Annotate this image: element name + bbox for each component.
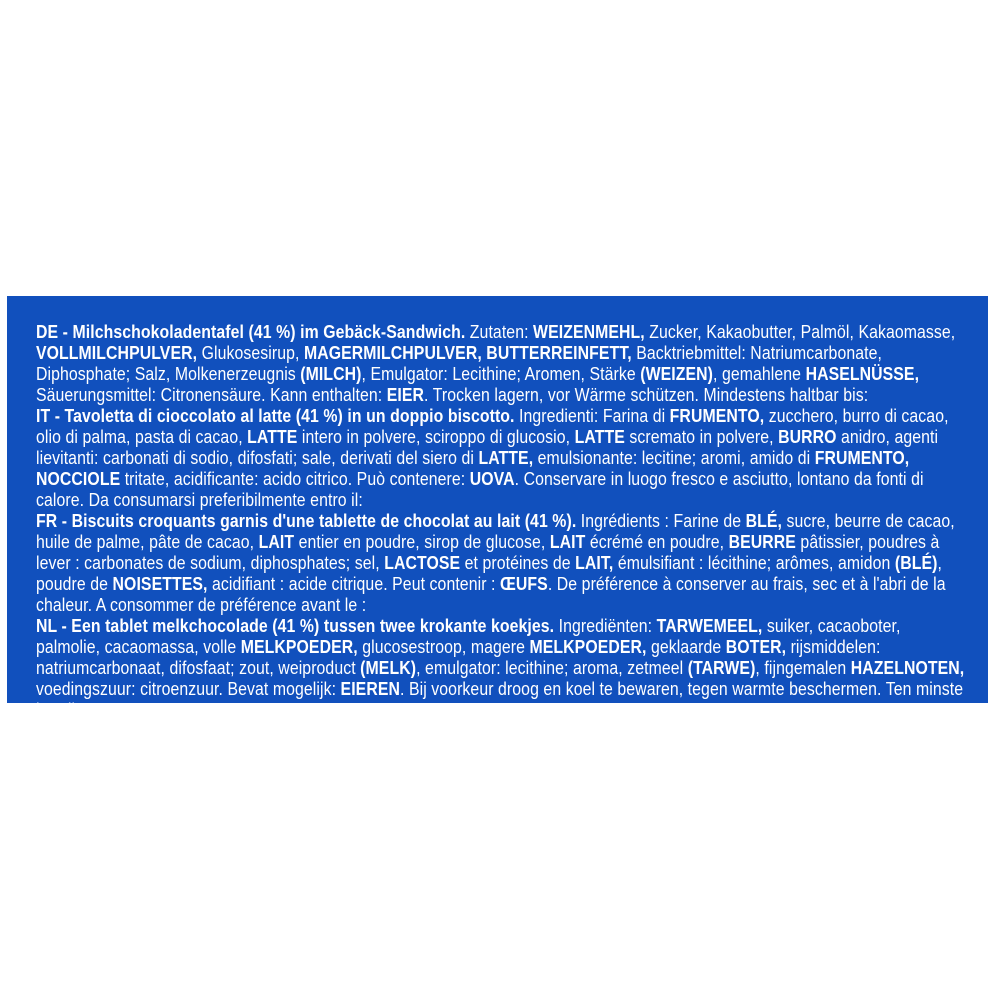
text-run: Ingredienti: Farina di xyxy=(514,406,670,426)
text-run: emulsionante: lecitine; aromi, amido di xyxy=(533,448,815,468)
text-run: , gemahlene xyxy=(713,364,806,384)
text-run: Zutaten: xyxy=(465,322,534,342)
text-run-bold: LAIT, xyxy=(575,553,614,573)
text-run-bold: LATTE xyxy=(574,427,625,447)
text-run-bold: BURRO xyxy=(778,427,837,447)
text-run: , fijngemalen xyxy=(755,658,851,678)
text-run-bold: WEIZENMEHL, xyxy=(533,322,645,342)
text-run: entier en poudre, sirop de glucose, xyxy=(294,532,550,552)
text-run-bold: MELKPOEDER, xyxy=(240,637,358,657)
text-run-bold: BEURRE xyxy=(728,532,796,552)
text-run-bold: LATTE, xyxy=(478,448,534,468)
text-run-bold: LAIT xyxy=(258,532,295,552)
text-run-bold: BOTER, xyxy=(725,637,787,657)
text-run-bold: MAGERMILCHPULVER, BUTTERREINFETT, xyxy=(303,343,632,363)
text-run: , Emulgator: Lecithine; Aromen, Stärke xyxy=(361,364,641,384)
text-run-bold: VOLLMILCHPULVER, xyxy=(36,343,198,363)
text-run: . Bij voorkeur droog en koel te bewaren, tegen warmte beschermen. Ten minste houdbaar tot: xyxy=(36,679,964,720)
text-run: et protéines de xyxy=(460,553,576,573)
ingredients-paragraph-it xyxy=(36,406,968,511)
text-run: sucre, beurre de cacao, huile de palme, pâte de cacao, xyxy=(36,511,955,552)
text-run-bold: TARWEMEEL, xyxy=(656,616,763,636)
text-run: Backtriebmittel: Natriumcarbonate, Diphosphate; Salz, Molkenerzeugnis xyxy=(36,343,882,384)
text-run-bold: BLÉ, xyxy=(745,511,783,531)
text-run: Glukosesirup, xyxy=(197,343,304,363)
text-run-bold: MELKPOEDER, xyxy=(529,637,647,657)
ingredients-paragraph-fr xyxy=(36,511,968,616)
text-run-bold: (TARWE) xyxy=(687,658,756,678)
text-run-bold: UOVA xyxy=(469,469,515,489)
text-run-bold: FRUMENTO, NOCCIOLE xyxy=(36,448,910,489)
text-run: , emulgator: lecithine; aroma, zetmeel xyxy=(416,658,688,678)
text-run-bold: ŒUFS xyxy=(500,574,548,594)
text-run: . Conservare in luogo fresco e asciutto, lontano da fonti di calore. Da consumarsi preferibilmente entro il: xyxy=(36,469,924,510)
text-run-bold: LACTOSE xyxy=(384,553,461,573)
text-run: écrémé en poudre, xyxy=(585,532,729,552)
text-run: scremato in polvere, xyxy=(624,427,779,447)
text-run-bold: FRUMENTO, xyxy=(669,406,765,426)
text-run-bold: HASELNÜSSE, xyxy=(805,364,920,384)
text-run: glucosestroop, magere xyxy=(357,637,530,657)
text-run-bold: HAZELNOTEN, xyxy=(850,658,965,678)
ingredients-paragraph-de xyxy=(36,322,968,406)
text-run-bold: (MELK) xyxy=(360,658,417,678)
text-run: . Trocken lagern, vor Wärme schützen. Mindestens haltbar bis: xyxy=(424,385,869,405)
text-run: Zucker, Kakaobutter, Palmöl, Kakaomasse, xyxy=(644,322,956,342)
ingredients-paragraph-nl xyxy=(36,616,968,721)
text-run-bold: NOISETTES, xyxy=(112,574,208,594)
text-run-bold: FR - Biscuits croquants garnis d'une tablette de chocolat au lait (41 %). xyxy=(36,511,577,531)
text-run: anidro, agenti lievitanti: carbonati di sodio, difosfati; sale, derivati del siero di xyxy=(36,427,939,468)
text-run: Säuerungsmittel: Citronensäure. Kann enthalten: xyxy=(36,385,387,405)
text-run-bold: (BLÉ) xyxy=(894,553,938,573)
text-run-bold: (MILCH) xyxy=(300,364,362,384)
text-run: geklaarde xyxy=(646,637,726,657)
text-run: suiker, cacaoboter, palmolie, cacaomassa, volle xyxy=(36,616,901,657)
text-run: voedingszuur: citroenzuur. Bevat mogelijk: xyxy=(36,679,341,699)
text-run-bold: EIEREN xyxy=(340,679,401,699)
text-run: émulsifiant : lécithine; arômes, amidon xyxy=(613,553,895,573)
text-run-bold: LATTE xyxy=(247,427,298,447)
label-text-block xyxy=(36,322,968,721)
text-run: Ingrediënten: xyxy=(554,616,657,636)
text-run-bold: IT - Tavoletta di cioccolato al latte (41 %) in un doppio biscotto. xyxy=(36,406,515,426)
text-run: zucchero, burro di cacao, olio di palma, pasta di cacao, xyxy=(36,406,949,447)
text-run-bold: LAIT xyxy=(549,532,586,552)
ingredient-label xyxy=(7,296,988,720)
text-run-bold: (WEIZEN) xyxy=(640,364,714,384)
text-run-bold: EIER xyxy=(386,385,425,405)
text-run: acidifiant : acide citrique. Peut contenir : xyxy=(207,574,501,594)
text-run: , poudre de xyxy=(36,553,942,594)
text-run: . De préférence à conserver au frais, sec et à l'abri de la chaleur. A consommer de préférence avant le : xyxy=(36,574,946,615)
text-run: tritate, acidificante: acido citrico. Può contenere: xyxy=(120,469,470,489)
text-run: rijsmiddelen: natriumcarbonaat, difosfaat; zout, weiproduct xyxy=(36,637,881,678)
text-run: Ingrédients : Farine de xyxy=(576,511,746,531)
text-run-bold: DE - Milchschokoladentafel (41 %) im Gebäck-Sandwich. xyxy=(36,322,466,342)
text-run-bold: NL - Een tablet melkchocolade (41 %) tussen twee krokante koekjes. xyxy=(36,616,555,636)
text-run: pâtissier, poudres à lever : carbonates de sodium, diphosphates; sel, xyxy=(36,532,940,573)
text-run: intero in polvere, sciroppo di glucosio, xyxy=(297,427,575,447)
